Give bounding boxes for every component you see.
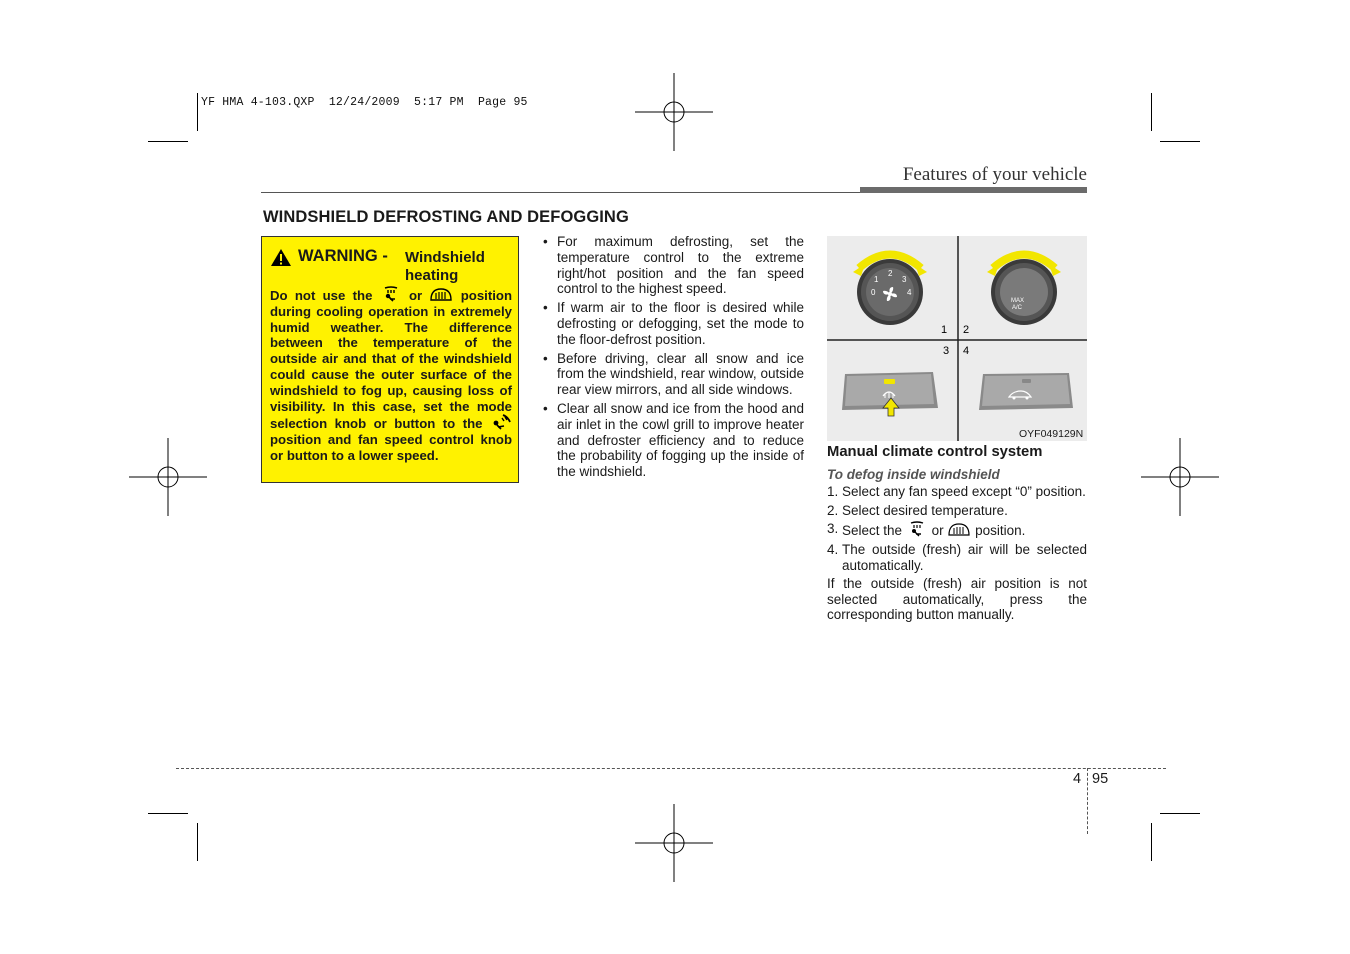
bullet-text: For maximum defrosting, set the temperature control to the extreme right/hot position and the fan speed control to the highest speed.: [557, 234, 804, 297]
bullet-dot-icon: •: [543, 350, 548, 366]
crop-mark: [197, 823, 198, 861]
bullet-dot-icon: •: [543, 234, 548, 249]
bullet-text: Before driving, clear all snow and ice from the windshield, rear window, outside rear view mirrors, and all side windows.: [557, 350, 804, 398]
chapter-number: 4: [1073, 771, 1082, 787]
crop-mark: [1151, 93, 1152, 131]
list-item: [827, 503, 1087, 519]
list-item: [827, 484, 1087, 500]
fan-knob-number: 2: [888, 269, 893, 278]
section-subtitle: Manual climate control system: [827, 444, 1043, 460]
figure-label-4: 4: [963, 345, 970, 357]
list-item: [543, 351, 804, 398]
warning-text: Do not use the: [270, 288, 373, 303]
warning-text: position during cooling operation in extremely humid weather. The difference between the temperature of the outside air and that of the windshield could cause the outer surface of the windshield to fog up, causing loss of visibility. In this case, set the mode selection knob or button to the: [270, 288, 512, 432]
crop-mark: [1151, 823, 1152, 861]
list-item: [827, 521, 1087, 539]
bullet-dot-icon: •: [543, 400, 548, 416]
warning-triangle-icon: [270, 248, 292, 267]
manual-climate-section: [827, 445, 1087, 623]
bullet-dot-icon: •: [543, 300, 548, 316]
warning-text: position and fan speed control knob or button to a lower speed.: [270, 432, 512, 463]
bullet-text: If warm air to the floor is desired while defrosting or defogging, set the mode to the floor-defrost position.: [557, 300, 804, 347]
step-number: 2.: [827, 502, 839, 518]
figure-label-2: 2: [963, 324, 970, 336]
step-number: 3.: [827, 521, 839, 537]
floor-defrost-mode-icon: [906, 521, 928, 537]
fan-knob-number: 4: [907, 288, 912, 297]
list-item: [543, 234, 804, 297]
figure-label-3: 3: [943, 345, 950, 357]
floor-defrost-mode-icon: [380, 286, 402, 302]
crop-mark: [148, 141, 188, 142]
fan-knob-number: 1: [874, 275, 879, 284]
recirculation-button: [979, 373, 1073, 410]
defrost-icon: [490, 414, 512, 430]
section-header: Features of your vehicle: [902, 164, 1087, 185]
header-bar: [860, 187, 1087, 193]
warning-header: [270, 247, 514, 287]
step-text: Select the: [842, 523, 903, 539]
climate-panel-illustration: [827, 236, 1087, 441]
manual-note: If the outside (fresh) air position is not selected automatically, press the corresponding button manually.: [827, 576, 1087, 623]
warning-box: [261, 236, 519, 483]
list-item: [543, 401, 804, 480]
fan-knob-number: 3: [902, 275, 907, 284]
max-ac-label: MAX: [1011, 298, 1025, 304]
step-text: Select any fan speed except “0” position.: [842, 484, 1086, 500]
step-text: The outside (fresh) air will be selected automatically.: [842, 541, 1087, 573]
defrost-mode-icon: [947, 521, 971, 537]
max-ac-label: A/C: [1012, 305, 1023, 311]
page-title: WINDSHIELD DEFROSTING AND DEFOGGING: [263, 208, 629, 226]
bullet-list: [543, 234, 804, 483]
page-number: 95: [1092, 771, 1109, 787]
crop-mark: [1160, 141, 1200, 142]
step-number: 4.: [827, 541, 839, 557]
defrost-mode-icon: [429, 286, 453, 302]
fan-knob-number: 0: [871, 288, 876, 297]
bullet-text: Clear all snow and ice from the hood and air inlet in the cowl grill to improve heater and defroster efficiency and to reduce the probability of fogging up the inside of the windshield.: [557, 400, 804, 480]
registration-mark-right: [1141, 438, 1219, 516]
registration-mark-top: [635, 73, 713, 151]
list-item: [827, 542, 1087, 573]
step-text: or: [931, 523, 944, 539]
crop-mark: [197, 93, 198, 131]
figure-code: OYF049129N: [1019, 428, 1084, 440]
warning-text: or: [408, 288, 423, 303]
climate-control-figure: [827, 236, 1087, 441]
footer-rule: [176, 768, 1166, 769]
list-item: [543, 300, 804, 347]
registration-mark-left: [129, 438, 207, 516]
warning-label: WARNING -: [298, 247, 388, 265]
print-slug: YF HMA 4-103.QXP 12/24/2009 5:17 PM Page 95: [201, 96, 528, 109]
warning-body: [270, 286, 512, 464]
step-text: position.: [975, 523, 1026, 539]
crop-mark: [1160, 813, 1200, 814]
step-number: 1.: [827, 484, 839, 500]
registration-mark-bottom: [635, 804, 713, 882]
footer-divider: [1087, 768, 1088, 834]
procedure-title: To defog inside windshield: [827, 466, 1000, 482]
crop-mark: [148, 813, 188, 814]
warning-subject: Windshield heating: [405, 249, 485, 284]
figure-label-1: 1: [941, 324, 948, 336]
step-text: Select desired temperature.: [842, 502, 1008, 518]
